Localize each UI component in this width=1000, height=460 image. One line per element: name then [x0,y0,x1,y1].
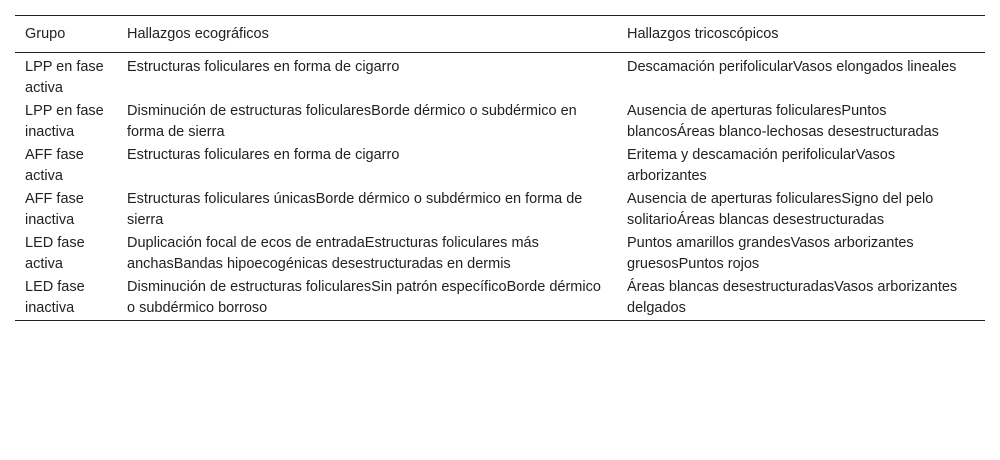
table-row [15,188,985,232]
cell-trichoscopy: Descamación perifolicularVasos elongados lineales [627,59,957,75]
header-ultrasound-findings: Hallazgos ecográficos [127,26,269,42]
cell-ultrasound: Duplicación focal de ecos de entradaEstructuras foliculares más anchasBandas hipoecogénicas desestructuradas en dermis [127,235,539,272]
table-row [15,53,985,101]
cell-trichoscopy: Ausencia de aperturas folicularesPuntos blancosÁreas blanco-lechosas desestructuradas [627,103,939,140]
cell-ultrasound: Disminución de estructuras folicularesBorde dérmico o subdérmico en forma de sierra [127,103,577,140]
cell-trichoscopy: Ausencia de aperturas folicularesSigno del pelo solitarioÁreas blancas desestructuradas [627,191,934,228]
cell-ultrasound: Estructuras foliculares únicasBorde dérmico o subdérmico en forma de sierra [127,191,583,228]
cell-trichoscopy: Puntos amarillos grandesVasos arborizantes gruesosPuntos rojos [627,235,914,272]
cell-trichoscopy: Eritema y descamación perifolicularVasos arborizantes [627,147,896,184]
table-row [15,100,985,144]
table-row [15,232,985,276]
findings-table-container [15,15,985,321]
cell-trichoscopy: Áreas blancas desestructuradasVasos arborizantes delgados [627,279,958,316]
table-row [15,276,985,321]
cell-group: LED fase inactiva [25,279,85,316]
header-trichoscopy-findings: Hallazgos tricoscópicos [627,26,779,42]
cell-group: LPP en fase activa [25,59,104,96]
cell-group: LED fase activa [25,235,85,272]
findings-table [15,15,985,321]
cell-ultrasound: Estructuras foliculares en forma de cigarro [127,59,400,75]
table-row [15,144,985,188]
cell-group: LPP en fase inactiva [25,103,104,140]
cell-group: AFF fase activa [25,147,84,184]
table-header-row [15,16,985,53]
cell-group: AFF fase inactiva [25,191,84,228]
header-group: Grupo [25,26,66,42]
cell-ultrasound: Estructuras foliculares en forma de cigarro [127,147,400,163]
cell-ultrasound: Disminución de estructuras folicularesSin patrón específicoBorde dérmico o subdérmico borroso [127,279,601,316]
